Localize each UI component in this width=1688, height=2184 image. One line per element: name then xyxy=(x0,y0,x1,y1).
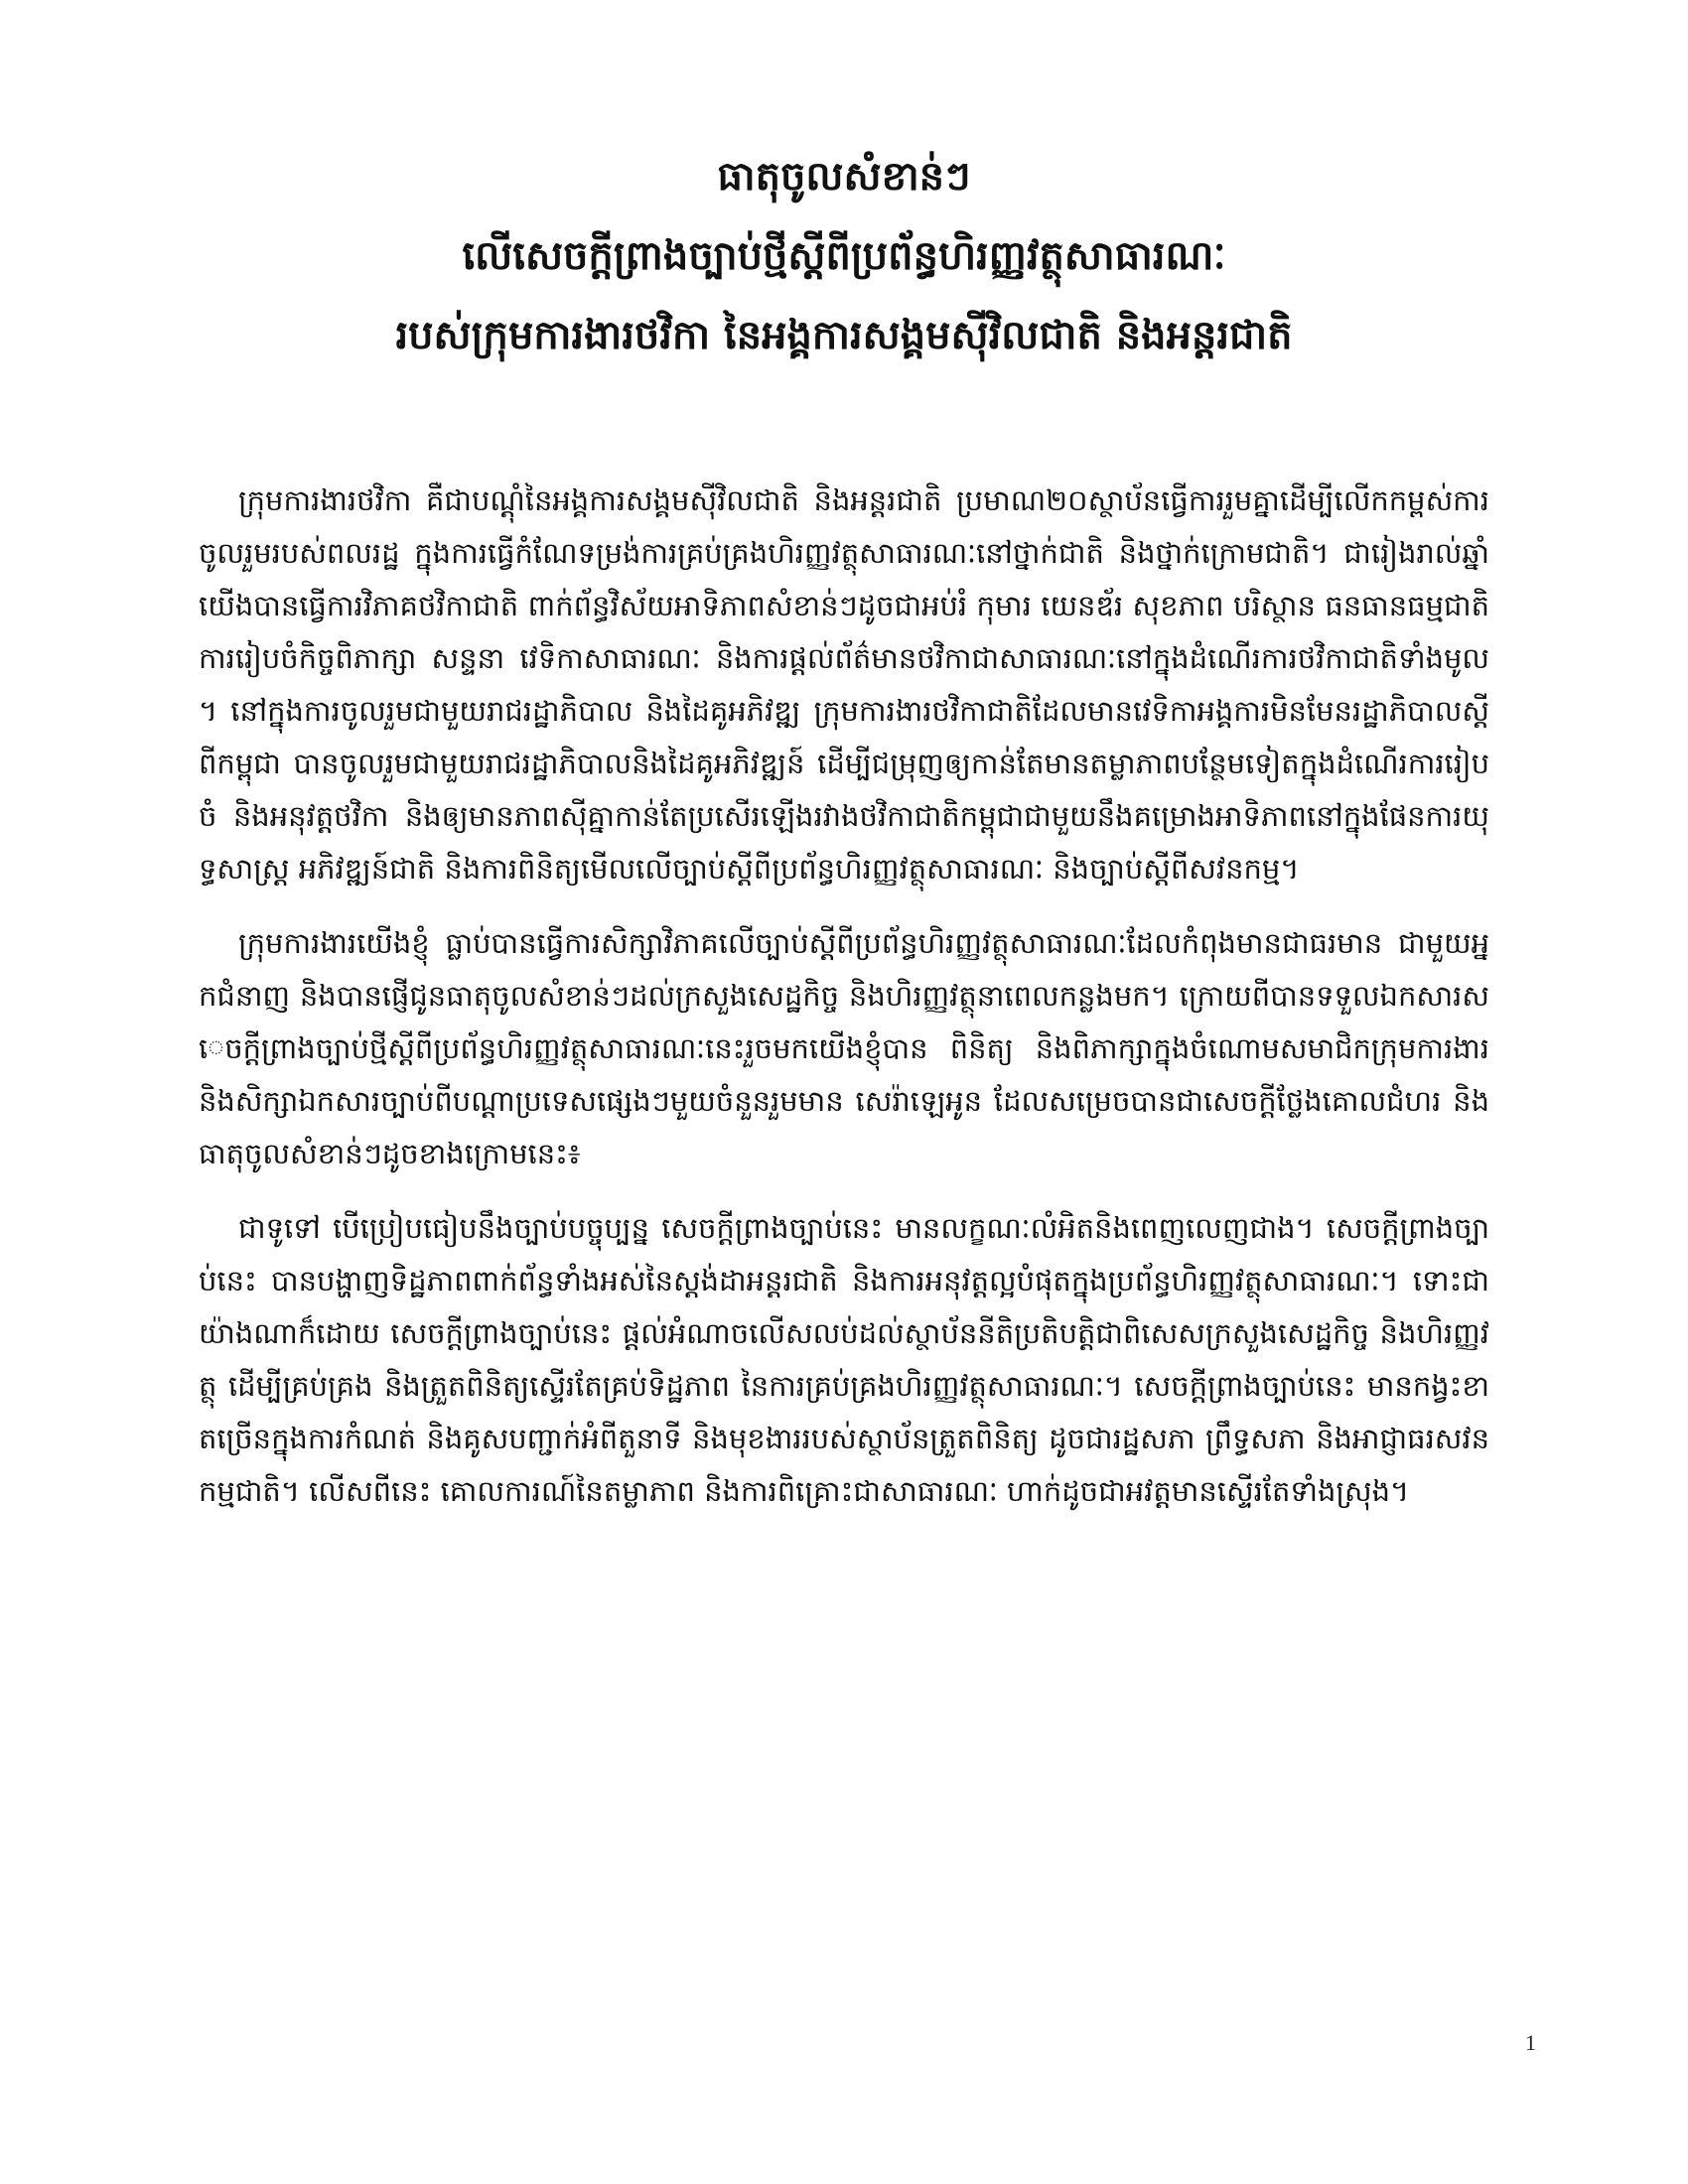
title-line-2: លើសេចក្តីព្រាងច្បាប់ថ្មីស្តីពីប្រព័ន្ធហិរញ្ញវត្ថុសាធារណៈ xyxy=(462,233,1226,279)
title-line-3: របស់ក្រុមការងារថវិកា នៃអង្គការសង្គមស៊ីវិលជាតិ និងអន្តរជាតិ xyxy=(395,313,1293,358)
title-line-1: ធាតុចូលសំខាន់ៗ xyxy=(717,154,971,200)
paragraph-1: ក្រុមការងារថវិកា គឺជាបណ្តុំនៃអង្គការសង្គមស៊ីវិលជាតិ និងអន្តរជាតិ ប្រមាណ២០ស្ថាប័នធ្វើការរួមគ្នាដើម្បីលើកកម្ពស់ការចូលរួមរបស់ពលរដ្ឋ ក្នុងការធ្វើកំណែទម្រង់ការគ្រប់គ្រងហិរញ្ញវត្ថុសាធារណៈនៅថ្នាក់ជាតិ និងថ្នាក់ក្រោមជាតិ។ ជារៀងរាល់ឆ្នាំ យើងបានធ្វើការវិភាគថវិកាជាតិ ពាក់ព័ន្ធវិស័យអាទិភាពសំខាន់ៗដូចជាអប់រំ កុមារ យេនឌ័រ សុខភាព បរិស្ថាន ធនធានធម្មជាតិ ការរៀបចំកិច្ចពិភាក្សា សន្ទនា វេទិកាសាធារណៈ និងការផ្តល់ព័ត៌មានថវិកាជាសាធារណៈនៅក្នុងដំណើរការថវិកាជាតិទាំងមូល។ នៅក្នុងការចូលរួមជាមួយរាជរដ្ឋាភិបាល និងដៃគូអភិវឌ្ឍ ក្រុមការងារថវិកាជាតិដែលមានវេទិកាអង្គការមិនមែនរដ្ឋាភិបាលស្តីពីកម្ពុជា បានចូលរួមជាមួយរាជរដ្ឋាភិបាលនិងដៃគូអភិវឌ្ឍន៍ ដើម្បីជម្រុញឲ្យកាន់តែមានតម្លាភាពបន្ថែមទៀតក្នុងដំណើរការរៀបចំ និងអនុវត្តថវិកា និងឲ្យមានភាពស៊ីគ្នាកាន់តែប្រសើរឡើងរវាងថវិកាជាតិកម្ពុជាជាមួយនឹងគម្រោងអាទិភាពនៅក្នុងផែនការយុទ្ធសាស្រ្ត អភិវឌ្ឍន៍ជាតិ និងការពិនិត្យមើលលើច្បាប់ស្តីពីប្រព័ន្ធហិរញ្ញវត្ថុសាធារណៈ និងច្បាប់ស្តីពីសវនកម្ម។ xyxy=(199,483,1489,886)
paragraph-3: ជាទូទៅ បើប្រៀបធៀបនឹងច្បាប់បច្ចុប្បន្ន សេចក្តីព្រាងច្បាប់នេះ មានលក្ខណៈលំអិតនិងពេញលេញជាង។ សេចក្តីព្រាងច្បាប់នេះ បានបង្ហាញទិដ្ឋភាពពាក់ព័ន្ធទាំងអស់នៃស្តង់ដាអន្តរជាតិ និងការអនុវត្តល្អបំផុតក្នុងប្រព័ន្ធហិរញ្ញវត្ថុសាធារណៈ។ ទោះជាយ៉ាងណាក៏ដោយ សេចក្តីព្រាងច្បាប់នេះ ផ្តល់អំណាចលើសលប់ដល់ស្ថាប័ននីតិប្រតិបត្តិជាពិសេសក្រសួងសេដ្ឋកិច្ច និងហិរញ្ញវត្ថុ ដើម្បីគ្រប់គ្រង និងត្រួតពិនិត្យស្ទើរតែគ្រប់ទិដ្ឋភាព នៃការគ្រប់គ្រងហិរញ្ញវត្ថុសាធារណៈ។ សេចក្តីព្រាងច្បាប់នេះ មានកង្វះខាតច្រើនក្នុងការកំណត់ និងគូសបញ្ជាក់អំពីតួនាទី និងមុខងាររបស់ស្ថាប័នត្រួតពិនិត្យ ដូចជារដ្ឋសភា ព្រឹទ្ធសភា និងអាជ្ញាធរសវនកម្មជាតិ។ លើសពីនេះ គោលការណ៍នៃតម្លាភាព និងការពិគ្រោះជាសាធារណៈ ហាក់ដូចជាអវត្តមានស្ទើរតែទាំងស្រុង។ xyxy=(199,1211,1489,1508)
paragraph-2: ក្រុមការងារយើងខ្ញុំ ធ្លាប់បានធ្វើការសិក្សាវិភាគលើច្បាប់ស្តីពីប្រព័ន្ធហិរញ្ញវត្ថុសាធារណៈដែលកំពុងមានជាធរមាន ជាមួយអ្នកជំនាញ និងបានផ្ញើជូនធាតុចូលសំខាន់ៗដល់ក្រសួងសេដ្ឋកិច្ច និងហិរញ្ញវត្ថុនាពេលកន្លងមក។ ក្រោយពីបានទទួលឯកសារសេចក្តីព្រាងច្បាប់ថ្មីស្តីពីប្រព័ន្ធហិរញ្ញវត្ថុសាធារណៈនេះរួចមកយើងខ្ញុំបាន ពិនិត្យ និងពិភាក្សាក្នុងចំណោមសមាជិកក្រុមការងារ និងសិក្សាឯកសារច្បាប់ពីបណ្តាប្រទេសផ្សេងៗមួយចំនួនរួមមាន សេរ៉ាឡេអូន ដែលសម្រេចបានជាសេចក្តីថ្លែងគោលជំហរ និងធាតុចូលសំខាន់ៗដូចខាងក្រោមនេះ៖ xyxy=(199,926,1489,1170)
document-title xyxy=(199,137,1489,375)
page-number: 1 xyxy=(1525,2030,1536,2055)
document-body xyxy=(199,475,1489,1540)
